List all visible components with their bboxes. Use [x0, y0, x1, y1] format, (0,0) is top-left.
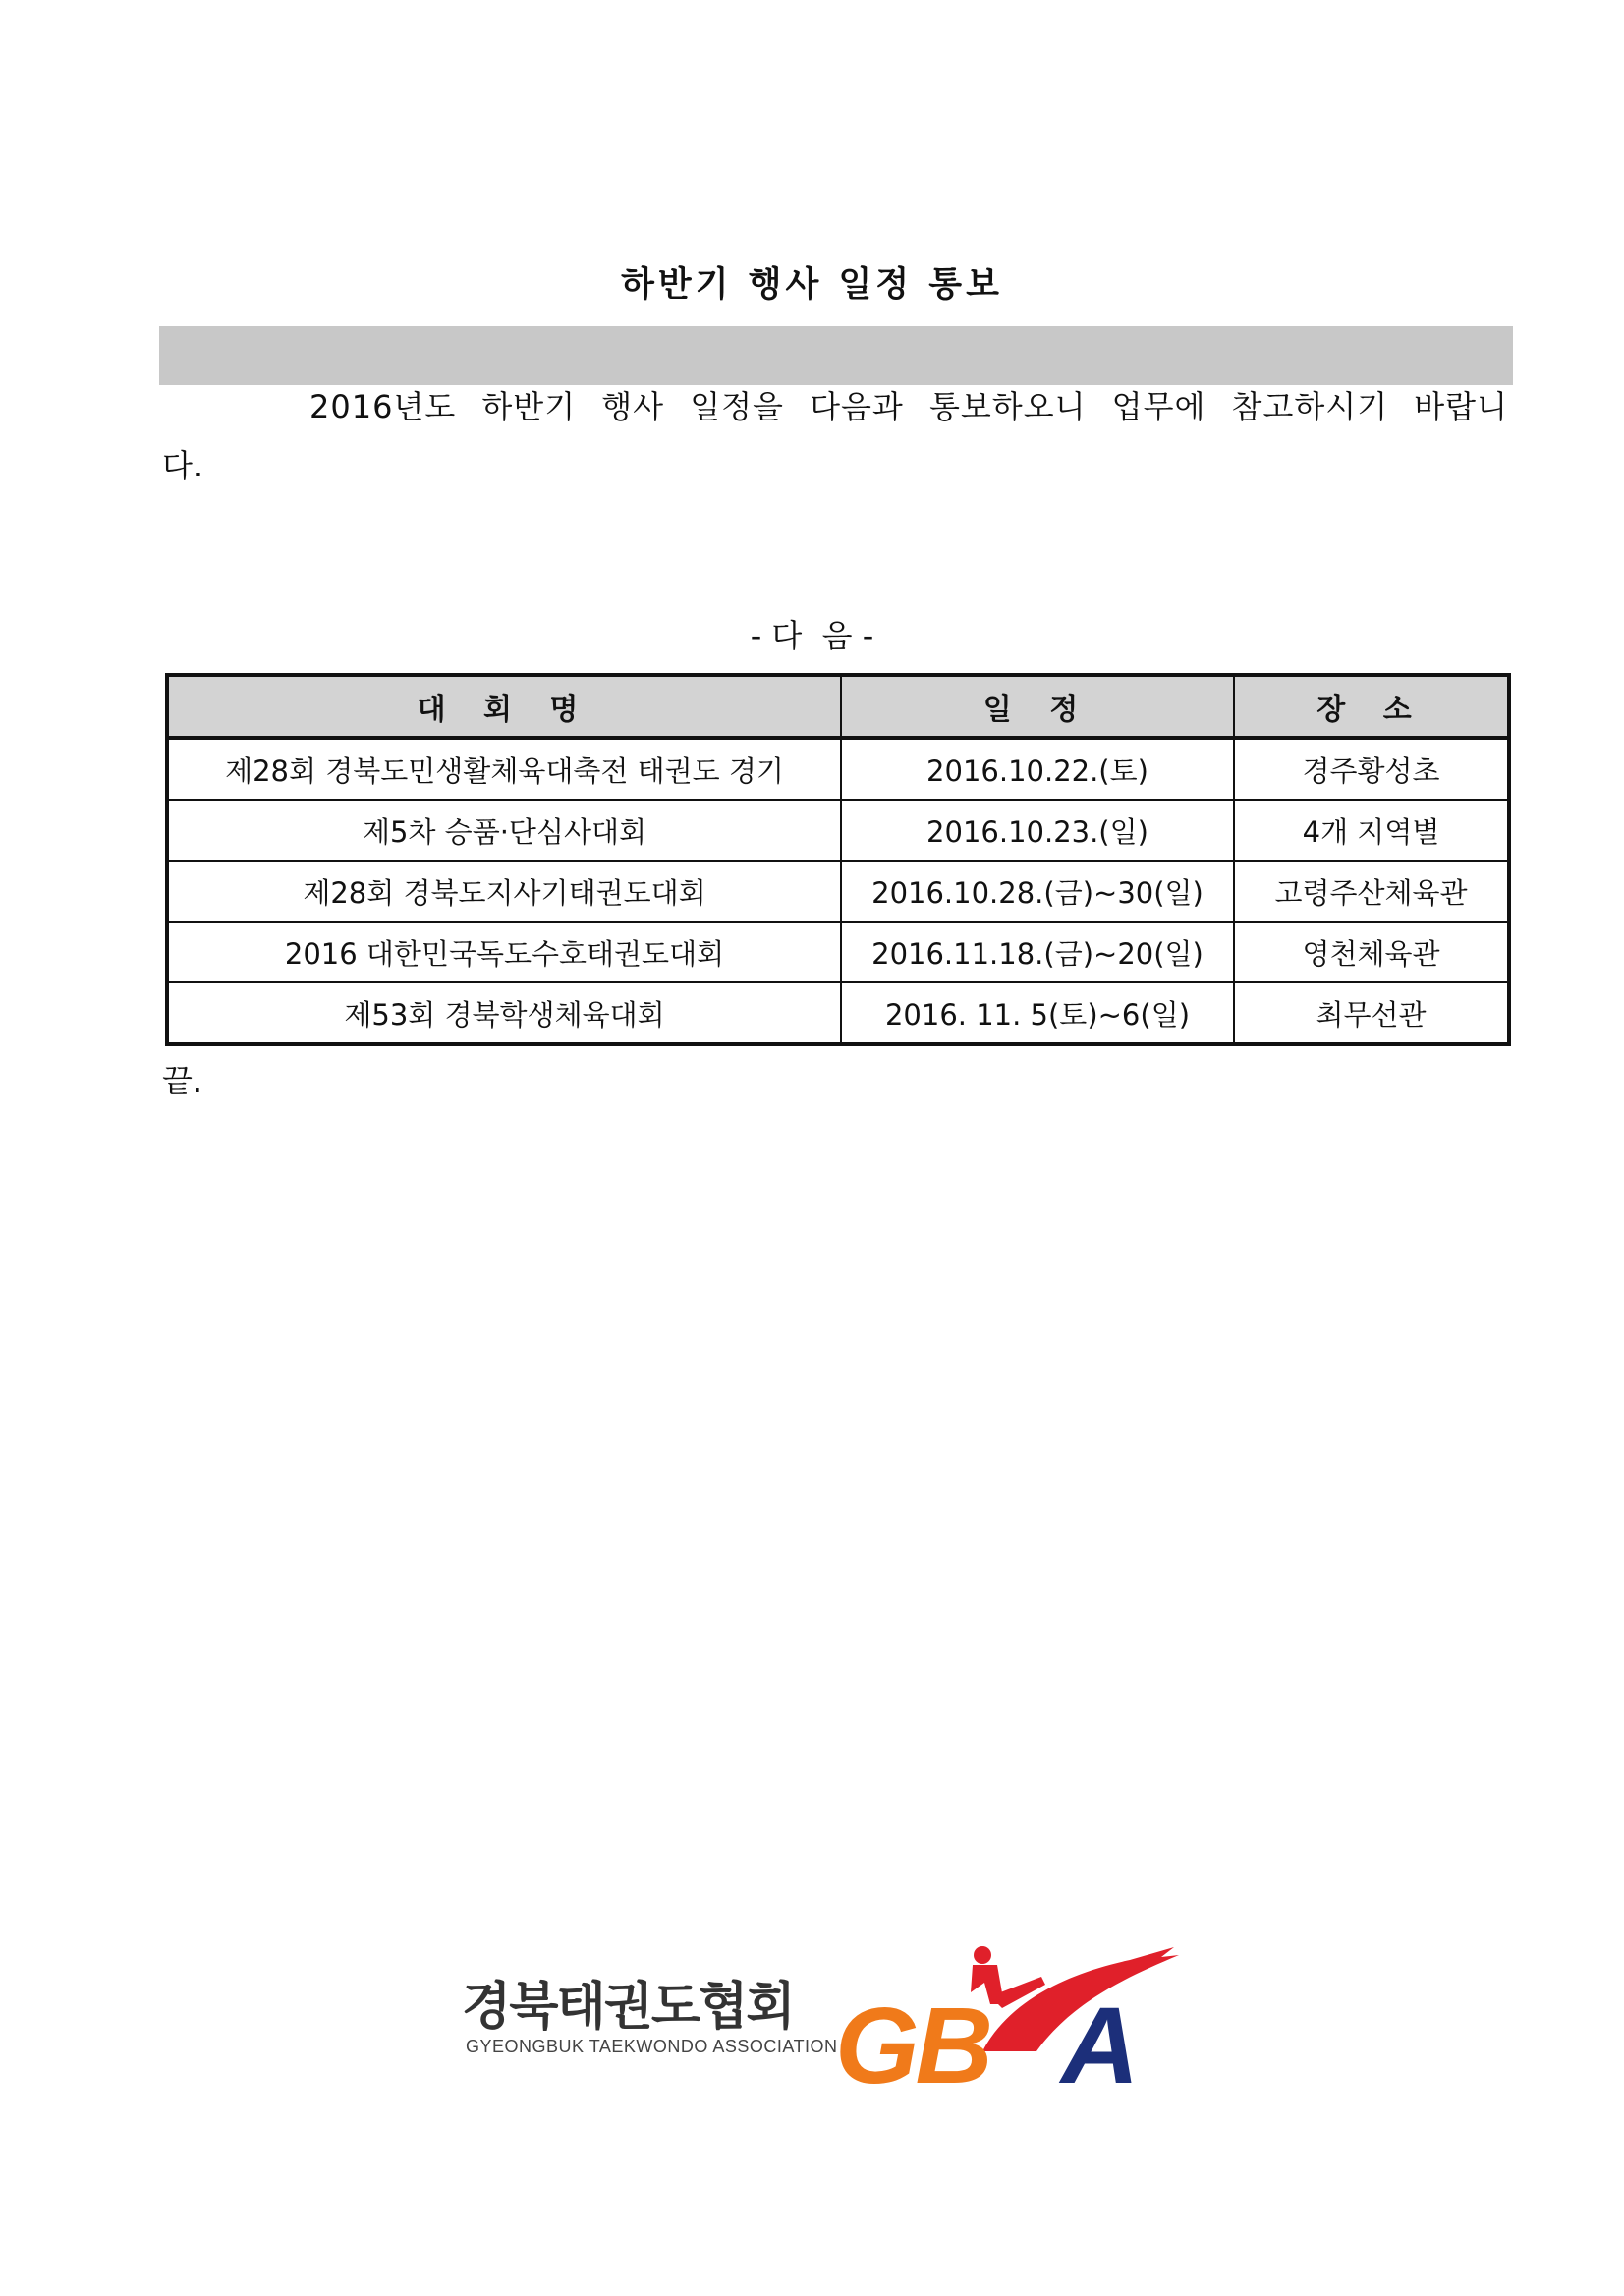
- association-logo: [462, 1935, 1208, 2102]
- table-row: [167, 800, 1509, 861]
- event-schedule-table: [165, 673, 1511, 1046]
- event-name-cell: 제5차 승품·단심사대회: [167, 800, 841, 861]
- event-name-cell: 2016 대한민국독도수호태권도대회: [167, 922, 841, 982]
- event-name-cell: 제53회 경북학생체육대회: [167, 982, 841, 1044]
- schedule-cell: 2016.10.23.(일): [841, 800, 1234, 861]
- table-row: [167, 922, 1509, 982]
- column-header-venue: 장 소: [1234, 675, 1509, 738]
- schedule-cell: 2016.10.28.(금)~30(일): [841, 861, 1234, 922]
- table-header-row: [167, 675, 1509, 738]
- svg-text:A: A: [1061, 1986, 1140, 2102]
- gbta-emblem-icon: [835, 1935, 1208, 2102]
- venue-cell: 영천체육관: [1234, 922, 1509, 982]
- column-header-event-name: 대 회 명: [167, 675, 841, 738]
- schedule-cell: 2016.10.22.(토): [841, 738, 1234, 800]
- schedule-cell: 2016. 11. 5(토)~6(일): [841, 982, 1234, 1044]
- schedule-cell: 2016.11.18.(금)~20(일): [841, 922, 1234, 982]
- event-name-cell: 제28회 경북도민생활체육대축전 태권도 경기: [167, 738, 841, 800]
- venue-cell: 4개 지역별: [1234, 800, 1509, 861]
- column-header-schedule: 일 정: [841, 675, 1234, 738]
- end-mark: 끝.: [162, 1062, 203, 1099]
- table-row: [167, 861, 1509, 922]
- logo-english-name: GYEONGBUK TAEKWONDO ASSOCIATION: [466, 2037, 838, 2056]
- sub-heading: - 다 음 -: [750, 617, 874, 654]
- logo-korean-name: 경북태권도협회: [462, 1978, 794, 2037]
- venue-cell: 경주황성초: [1234, 738, 1509, 800]
- venue-cell: 최무선관: [1234, 982, 1509, 1044]
- event-name-cell: 제28회 경북도지사기태권도대회: [167, 861, 841, 922]
- intro-paragraph: 2016년도 하반기 행사 일정을 다음과 통보하오니 업무에 참고하시기 바랍니다.: [162, 388, 1508, 484]
- document-title: 하반기 행사 일정 통보: [621, 265, 1003, 305]
- table-row: [167, 982, 1509, 1044]
- venue-cell: 고령주산체육관: [1234, 861, 1509, 922]
- emblem-letters: GB: [835, 1986, 989, 2102]
- table-row: [167, 738, 1509, 800]
- header-band: [159, 326, 1513, 385]
